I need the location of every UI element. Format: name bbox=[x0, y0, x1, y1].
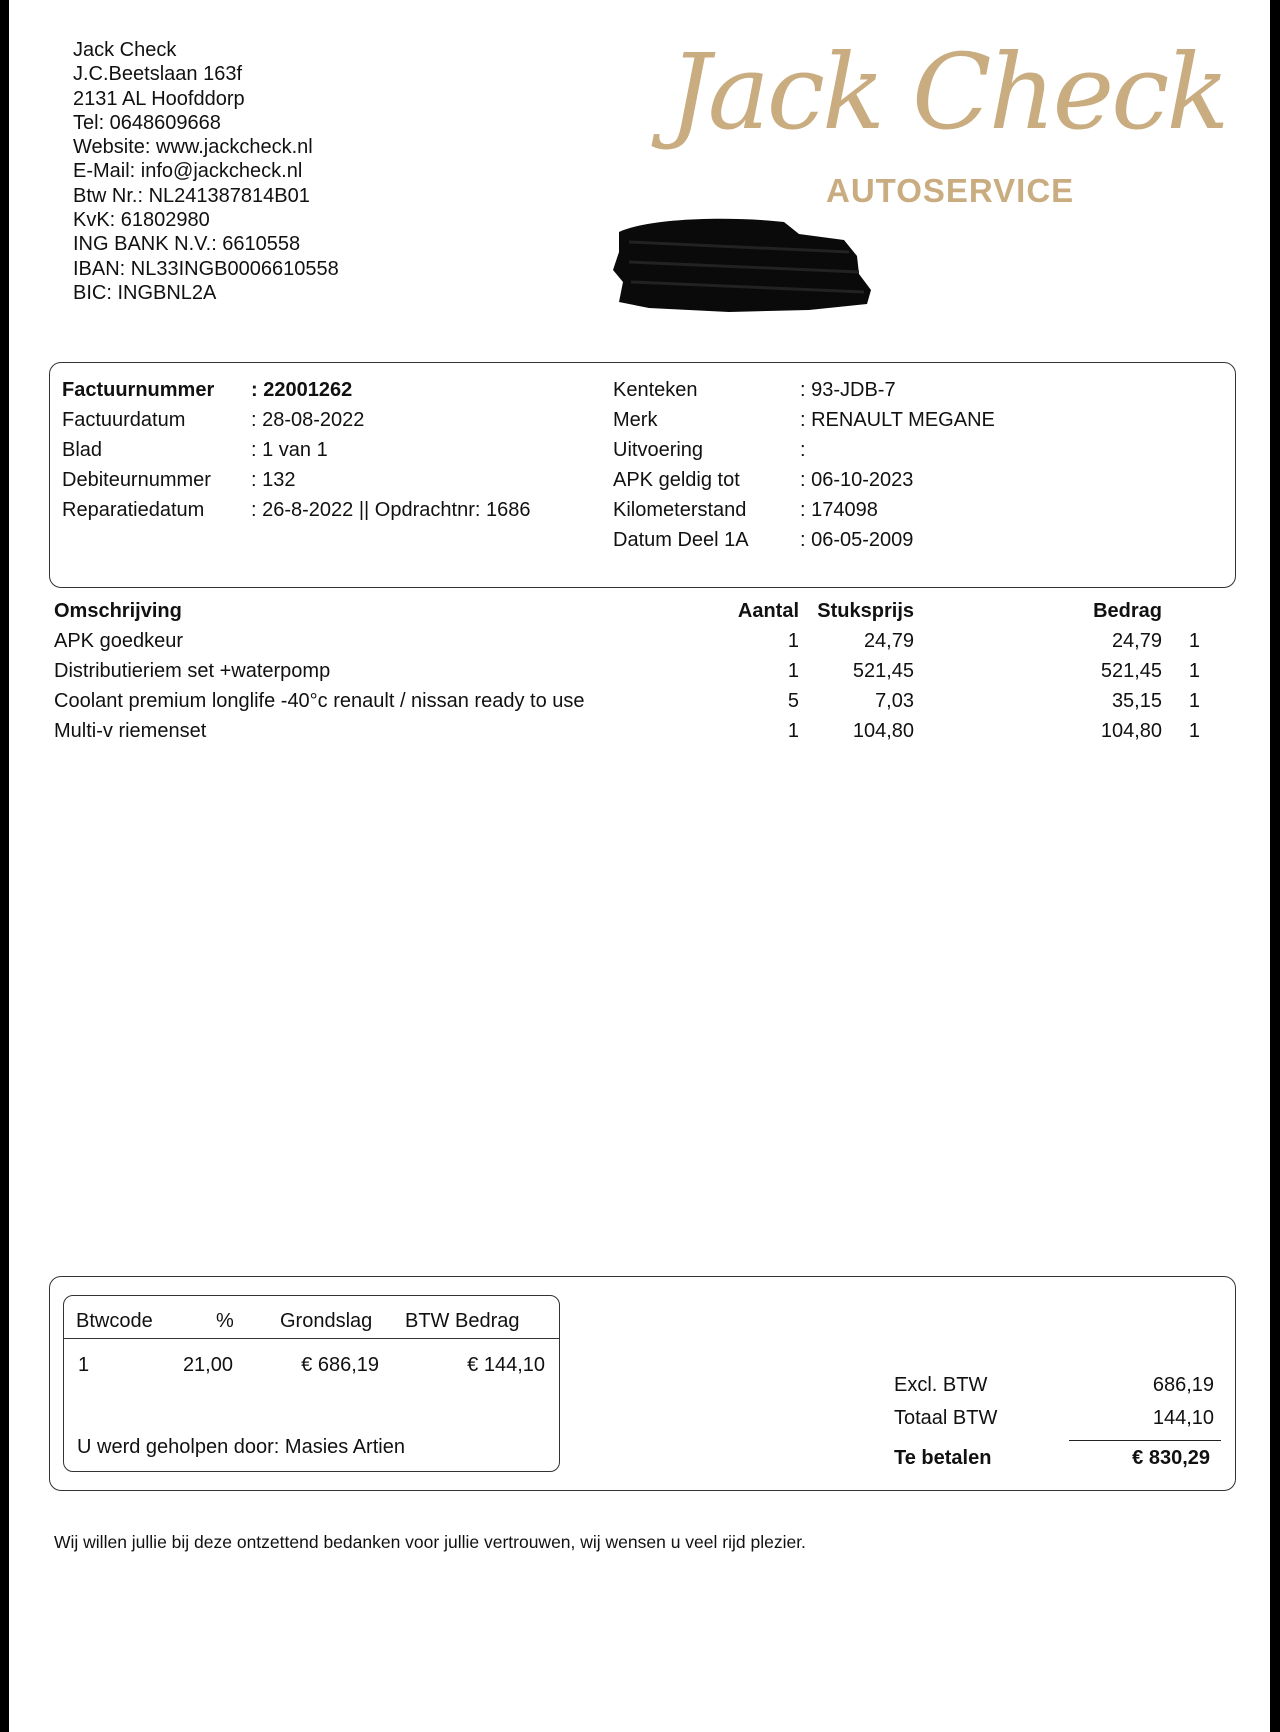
logo-wordmark: Jack Check bbox=[669, 31, 1227, 153]
mileage-value: : 174098 bbox=[800, 499, 878, 521]
vat-header-base: Grondslag bbox=[280, 1310, 373, 1332]
item-quantity: 1 bbox=[787, 720, 799, 742]
excl-vat-label: Excl. BTW bbox=[894, 1374, 988, 1396]
item-amount: 35,15 bbox=[1111, 690, 1162, 712]
header-description: Omschrijving bbox=[54, 600, 182, 622]
date-part-1a-value: : 06-05-2009 bbox=[800, 529, 914, 551]
item-quantity: 1 bbox=[787, 630, 799, 652]
table-row bbox=[54, 660, 1234, 688]
item-vat-code: 1 bbox=[1188, 720, 1200, 742]
item-vat-code: 1 bbox=[1188, 630, 1200, 652]
table-header-row bbox=[54, 600, 1234, 628]
vat-code-value: 1 bbox=[78, 1354, 90, 1376]
date-part-1a-label: Datum Deel 1A bbox=[613, 529, 749, 551]
company-bic: BIC: INGBNL2A bbox=[73, 281, 217, 304]
item-amount: 521,45 bbox=[1100, 660, 1162, 682]
variant-label: Uitvoering bbox=[613, 439, 704, 461]
company-bank: ING BANK N.V.: 6610558 bbox=[73, 233, 301, 256]
header-quantity: Aantal bbox=[737, 600, 799, 622]
item-description: Multi-v riemenset bbox=[54, 720, 207, 742]
vat-header-code: Btwcode bbox=[76, 1310, 153, 1332]
helped-by-text: U werd geholpen door: Masies Artien bbox=[77, 1436, 405, 1458]
vat-base-value: € 686,19 bbox=[301, 1354, 379, 1376]
excl-vat-value: 686,19 bbox=[1152, 1374, 1214, 1396]
company-email: E-Mail: info@jackcheck.nl bbox=[73, 160, 303, 183]
company-iban: IBAN: NL33INGB0006610558 bbox=[73, 257, 339, 280]
company-details bbox=[73, 38, 339, 305]
vat-summary-box bbox=[63, 1295, 560, 1472]
item-unit-price: 521,45 bbox=[852, 660, 914, 682]
invoice-date-label: Factuurdatum bbox=[62, 409, 186, 431]
amount-due-label: Te betalen bbox=[894, 1447, 992, 1469]
table-row bbox=[54, 720, 1234, 748]
apk-valid-label: APK geldig tot bbox=[613, 469, 740, 491]
total-divider bbox=[1069, 1440, 1221, 1441]
company-address: J.C.Beetslaan 163f bbox=[73, 63, 242, 86]
company-name: Jack Check bbox=[73, 39, 177, 61]
vat-percent-value: 21,00 bbox=[182, 1354, 233, 1376]
item-vat-code: 1 bbox=[1188, 660, 1200, 682]
header-amount: Bedrag bbox=[1093, 600, 1162, 622]
brand-value: : RENAULT MEGANE bbox=[800, 409, 995, 431]
repair-date-label: Reparatiedatum bbox=[62, 499, 205, 521]
header-unit-price: Stuksprijs bbox=[817, 600, 914, 622]
debtor-number-label: Debiteurnummer bbox=[62, 469, 211, 491]
debtor-number-value: : 132 bbox=[251, 469, 296, 491]
invoice-page bbox=[9, 0, 1270, 1732]
item-unit-price: 104,80 bbox=[852, 720, 914, 742]
table-row bbox=[54, 630, 1234, 658]
brand-label: Merk bbox=[613, 409, 658, 431]
item-description: Distributieriem set +waterpomp bbox=[54, 660, 331, 682]
invoice-number-label: Factuurnummer bbox=[62, 379, 215, 401]
page-label: Blad bbox=[62, 439, 103, 461]
vat-header-percent: % bbox=[216, 1310, 234, 1332]
mileage-label: Kilometerstand bbox=[613, 499, 747, 521]
item-vat-code: 1 bbox=[1188, 690, 1200, 712]
total-vat-label: Totaal BTW bbox=[894, 1407, 998, 1429]
company-website: Website: www.jackcheck.nl bbox=[73, 136, 313, 159]
item-description: APK goedkeur bbox=[54, 630, 183, 652]
company-kvk: KvK: 61802980 bbox=[73, 209, 210, 232]
item-unit-price: 24,79 bbox=[863, 630, 914, 652]
apk-valid-value: : 06-10-2023 bbox=[800, 469, 914, 491]
item-unit-price: 7,03 bbox=[875, 690, 914, 712]
table-row bbox=[54, 690, 1234, 718]
license-plate-value: : 93-JDB-7 bbox=[800, 379, 896, 401]
item-amount: 104,80 bbox=[1100, 720, 1162, 742]
item-amount: 24,79 bbox=[1111, 630, 1162, 652]
item-description: Coolant premium longlife -40°c renault / nissan ready to use bbox=[54, 690, 585, 712]
vat-header-amount: BTW Bedrag bbox=[405, 1310, 520, 1332]
amount-due-value: € 830,29 bbox=[1132, 1447, 1210, 1469]
company-phone: Tel: 0648609668 bbox=[73, 111, 221, 134]
item-quantity: 5 bbox=[787, 690, 799, 712]
company-vat-number: Btw Nr.: NL241387814B01 bbox=[73, 184, 310, 207]
page-value: : 1 van 1 bbox=[251, 439, 328, 461]
footer-thank-you: Wij willen jullie bij deze ontzettend bedanken voor jullie vertrouwen, wij wensen u veel rijd plezier. bbox=[54, 1532, 806, 1552]
redaction-scribble bbox=[609, 212, 879, 320]
item-quantity: 1 bbox=[787, 660, 799, 682]
invoice-number-value: : 22001262 bbox=[251, 379, 353, 401]
company-postcode-city: 2131 AL Hoofddorp bbox=[73, 87, 245, 110]
logo-subtitle: AUTOSERVICE bbox=[826, 172, 1075, 209]
total-vat-value: 144,10 bbox=[1152, 1407, 1214, 1429]
invoice-date-value: : 28-08-2022 bbox=[251, 409, 365, 431]
vat-amount-value: € 144,10 bbox=[467, 1354, 545, 1376]
license-plate-label: Kenteken bbox=[613, 379, 698, 401]
repair-date-value: : 26-8-2022 || Opdrachtnr: 1686 bbox=[251, 499, 531, 521]
variant-value: : bbox=[800, 439, 806, 461]
vat-header-divider bbox=[64, 1338, 559, 1339]
